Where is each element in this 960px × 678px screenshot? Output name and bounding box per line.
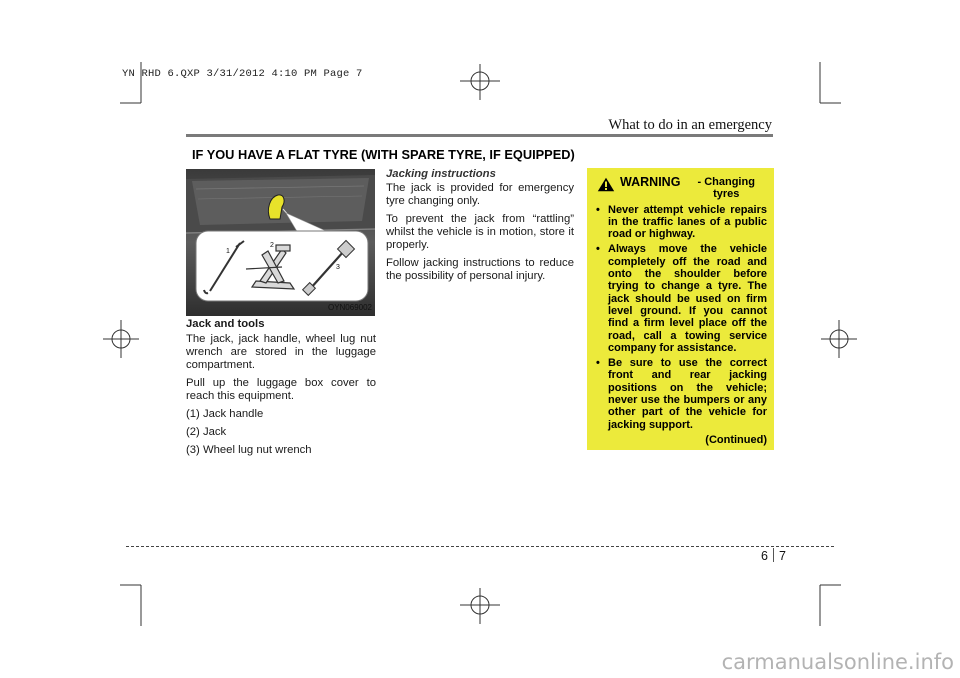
- jack-tools-intro: The jack, jack handle, wheel lug nut wrench are stored in the luggage compartment.: [186, 333, 376, 371]
- continued-label: (Continued): [705, 433, 767, 446]
- item-number-3: 3: [336, 264, 340, 271]
- warning-header: [595, 176, 767, 201]
- jacking-instructions-section: [386, 168, 574, 288]
- jack-tools-heading: Jack and tools: [186, 318, 265, 330]
- jacking-heading: Jacking instructions: [386, 168, 496, 180]
- jack-tools-section: [186, 318, 376, 462]
- jack-tools-instruction: Pull up the luggage box cover to reach this equipment.: [186, 377, 376, 402]
- page-index: 7: [778, 549, 786, 563]
- warning-item: • Never attempt vehicle repairs in the traffic lanes of a public road or highway.: [596, 203, 767, 241]
- figure-code: OYN069002: [327, 303, 372, 312]
- item-number-2: 2: [270, 242, 274, 249]
- warning-triangle-icon: [597, 177, 615, 192]
- page-number: [761, 548, 786, 563]
- tool-item-1: (1) Jack handle: [186, 408, 264, 420]
- footer-rule: [126, 546, 834, 547]
- warning-label: WARNING: [620, 175, 681, 189]
- chapter-title: What to do in an emergency: [608, 117, 772, 133]
- tool-item-3: (3) Wheel lug nut wrench: [186, 444, 312, 456]
- warning-subtitle: - Changing tyres: [697, 176, 755, 201]
- jacking-paragraph-2: To prevent the jack from “rattling” whilst the vehicle is in motion, store it properly.: [386, 213, 574, 251]
- watermark-link[interactable]: carmanualsonline.info: [721, 650, 954, 674]
- print-slug: YN RHD 6.QXP 3/31/2012 4:10 PM Page 7: [122, 68, 363, 80]
- chapter-number: 6: [761, 549, 768, 563]
- jacking-paragraph-3: Follow jacking instructions to reduce the possibility of personal injury.: [386, 257, 574, 282]
- warning-item: • Be sure to use the correct front and rear jacking positions on the vehicle; never use the bumpers or any other part of the vehicle for jacking support.: [596, 357, 767, 431]
- section-title: IF YOU HAVE A FLAT TYRE (WITH SPARE TYRE, IF EQUIPPED): [192, 147, 575, 162]
- warning-list: [595, 204, 767, 431]
- warning-box: [587, 168, 774, 450]
- warning-item: • Always move the vehicle completely off the road and onto the shoulder before trying to change a tyre. The jack should be used on firm level ground. If you cannot find a firm level place off the road, call a towing service company for assistance.: [596, 243, 767, 354]
- jack-tools-figure: [186, 169, 375, 316]
- header-rule: [186, 134, 773, 137]
- item-number-1: 1: [226, 248, 230, 255]
- jacking-paragraph-1: The jack is provided for emergency tyre changing only.: [386, 182, 574, 207]
- luggage-compartment-image: [186, 169, 375, 316]
- tool-item-2: (2) Jack: [186, 426, 227, 438]
